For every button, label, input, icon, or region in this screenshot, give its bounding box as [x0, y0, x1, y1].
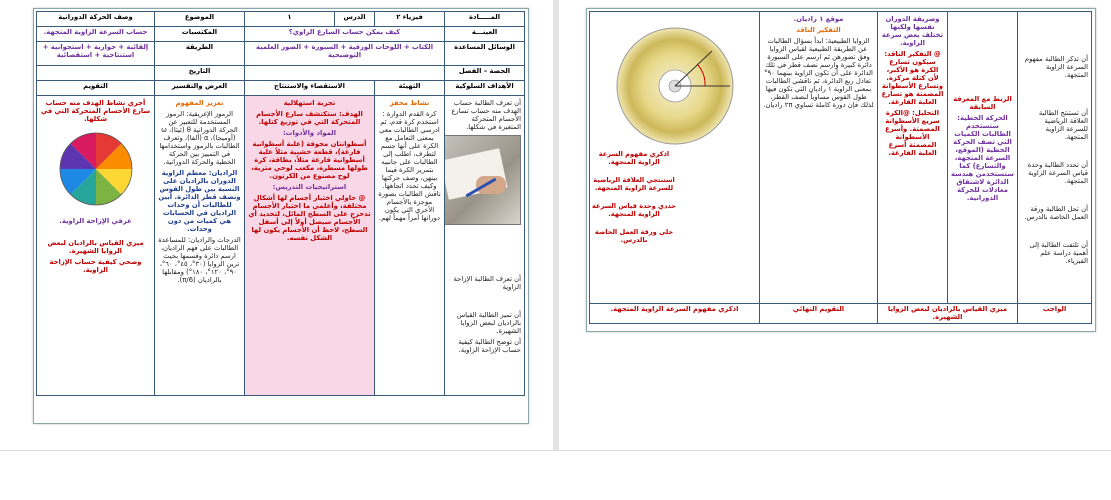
evaluation-4: وضحي كيفية حساب الإزاحة الزاوية. [49, 258, 142, 274]
objective-1: أن تعرف الطالبة حساب الهدف منه حساب تسارع الأجسام المتحركة المتغيرة في شكلها. [451, 99, 521, 131]
final-eval-value: اذكري مفهوم السرعة الزاوية المتجهة. [590, 304, 760, 324]
speed-title: وضريقة الدوران نفسها ولكنها تختلف بعض سرعة الزاوية. [881, 15, 944, 47]
left-page [33, 8, 529, 424]
displacement-cell [760, 12, 878, 304]
deduction-title: تجربة استهلالية [283, 99, 336, 107]
lesson-label: الدرس [335, 12, 375, 27]
homework-label: الواجب [1018, 304, 1092, 324]
period-label: الحصة – الفصل [445, 66, 525, 81]
evaluation-cell [37, 96, 155, 396]
right-objectives-cell [1018, 12, 1092, 304]
link-title: الربط مع المعرفة السابقة [953, 95, 1012, 111]
method-value: إلقائية + حوارية + استجوابية + استنتاجية + استقصائية [37, 42, 155, 66]
objective-2: أن تعرف الطالبة الإزاحة الزاوية [453, 275, 521, 291]
right-objective-1: أن تذكر الطالبة مفهوم السرعة الزاوية المتجهة. [1024, 55, 1088, 79]
displacement-body: الزوايا الطبيعية: ابدأ بسؤال الطالبات عن الطريقة الطبيعية لقياس الزوايا وفق تصورهن ثم ارسم على السبورة دائرة كبيرة وارسم نصف قطر في تلك الدائرة على أن تكون الزاوية بينهما ٩٠° تعادل ربع الدائرة، ثم ناقشي الطالبات بمعنى الزاوية ١ راديان التي تكون فيها طول القوس مساوياً لنصف القطر، لذلك فإن دورة كاملة تساوي ٢π راديان. [763, 37, 874, 109]
warmup-title: نشاط محفز [389, 99, 430, 107]
date-label: التاريخ [155, 66, 245, 81]
mid-text-1: اذكري مفهوم السرعة الزاوية المتجهة. [598, 150, 670, 166]
evaluation-1: أجري نشاط الهدف منه حساب سارع الأجسام المتحركة التي في شكلها. [40, 99, 151, 123]
lesson-header-table [36, 11, 525, 396]
objectives-cell [445, 96, 525, 396]
speed-t3: التحليل: @الكرة سريع الأسطوانة المصمتة. وأسرع الأسطوانة المصمتة أسرع العلبة الفارغة. [885, 109, 940, 157]
topic-value: وصف الحركة الدورانية [37, 12, 155, 27]
right-objective-3: أن تحدد الطالبة وحدة قياس السرعة الزاوية المتجهة. [1027, 161, 1088, 185]
presentation-cell [155, 96, 245, 396]
mid-text-4: حلي ورقة العمل الخاصة بالدرس. [594, 228, 674, 244]
presentation-p1: الرموز الإغريقية: الرموز المستخدمة للتعبير عن الحركة الدورانية θ (ثيتا)، ω (أوميجا)، α (ألفا)، وتعرف الطالبات بالرموز واستخدامها في التمييز بين الحركة الخطية والحركة الدورانية. [159, 110, 240, 166]
subject-value: فيزياء ٢ [375, 12, 445, 27]
col-objectives: الأهداف السلوكية [445, 81, 525, 96]
right-objective-4: أن تحل الطالبة ورقة العمل الخاصة بالدرس. [1024, 205, 1088, 221]
col-warmup: التهيئة [375, 81, 445, 96]
evaluation-2: عرفي الإزاحة الزاوية. [59, 217, 132, 225]
mid-text-3: حددي وحدة قياس السرعة الزاوية المتجهة. [591, 202, 677, 218]
speed-cell [878, 12, 948, 304]
warmup-body: كرة القدم الدوارة : استخدم كرة قدم، ثم ادرسي الطالبات معي بمعنى التعامل مع الكرة على أنها جسم لتطرف، اطلب إلى الطالبات على جانبيه بتمرير الكرة فيما بينهن، وصف حركتها وكيف تحدد اتجاهها. ناقش الطالبات بصورة موجزة بالأجسام الأخرى التي يكون دورانها أمراً مهماً لهم. [378, 110, 441, 222]
materials-body: أسطوانتان مجوفة (علبة أسطوانية فارغة)، قطعة خشبية مثلاً علبة أسطوانية فارغة مثلاً، بطاقة، كرة طولها مسطرة، مكعب لوحي مترية، لوح مصنوع من الكرتون. [251, 140, 368, 180]
col-evaluation: التقويم [37, 81, 155, 96]
materials-title: المواد والأدوات: [282, 129, 337, 137]
period-value [245, 66, 445, 81]
strategy-title: استراتيجيات التدريس: [272, 183, 347, 191]
cd-disc-image [600, 21, 750, 151]
subject-label: المـــــادة [445, 12, 525, 27]
page-gap [553, 0, 559, 450]
evaluation-3: ميزي القياس بالراديان لبعض الزوايا الشهيرة. [47, 239, 144, 255]
disc-side-list [591, 150, 677, 247]
method-label: الطريقة [155, 42, 245, 66]
aids-value: الكتاب + اللوحات الورقية + السبورة + الصور العلمية التوضيحية [245, 42, 445, 66]
link-body: الحركة الخطية: ستستخدم الطالبات الكميات التي تصف الحركة الخطية (الموقع، السرعة المتجهة، والتسارع) كما ستستخدمن هندسة الدائرة لاشتقاق معادلات للحركة الدورانية. [951, 114, 1014, 202]
aids-label: الوسائل المساعدة [445, 42, 525, 66]
strategy-body: @ حاولي اختبار أجسام لها أشكال مختلفة، وأعلمي ما اختيار الأجسام تدحرج على السطح المائل، لتحديد أي الأجسام سيصل أولاً إلى أسفل السطح، لاحظ أن الأجسام يكون لها الشكل نفسه. [248, 194, 371, 242]
link-cell [948, 12, 1018, 304]
presentation-p3: الدرجات والراديان: للمساعدة الطالبات على فهم الراديان، ارسم دائرة وقسمها بحيث ترين الزوايا (٣٠°، ٤٥°، ٦٠°، ٩٠°، ١٢٠°، ١٨٠°) ومقابلها بالراديان (π/6). [158, 236, 241, 284]
objective-4: أن توضح الطالبة كيفية حساب الإزاحة الزاوية. [458, 338, 521, 354]
date-value [37, 66, 155, 81]
deduction-cell [245, 96, 375, 396]
objective-3: أن تميز الطالبة القياس بالراديان لبعض الزوايا الشهيرة. [456, 311, 521, 335]
content-value: حساب السرعة الزاوية المتجهة. [37, 27, 155, 42]
right-objective-2: أن تستنتج الطالبة العلاقة الرياضية للسرعة الزاوية المتجهة. [1038, 109, 1088, 141]
final-eval-label: التقويم النهائي [760, 304, 878, 324]
warmup-cell [375, 96, 445, 396]
topic-label: الموضوع [155, 12, 245, 27]
critical-title: التفكير الناقد [796, 26, 841, 34]
right-objective-5: أن تلتفت الطالبة إلى أهمية دراسة علم الفيزياء. [1029, 241, 1088, 265]
deduction-goal: الهدف: ستكتشف سارع الأجسام المتحركة التي في توزيع كتلها. [256, 110, 363, 126]
lesson-value: ١ [245, 12, 335, 27]
sample-label: العينـــة [445, 27, 525, 42]
displacement-title: موقع ١ راديان. [793, 15, 844, 23]
col-deduction: الاستقصاء والاستنتاج [245, 81, 375, 96]
homework-value: ميزي القياس بالراديان لبعض الزوايا الشهيرة. [878, 304, 1018, 324]
presentation-p2: الراديان: معظم الزاوية الدوران بالراديان على النسبة بين طول القوس ونصف قطر الدائرة. أبين للطالبات أن وحدات الراديان في الحسابات هي كميات من دون وحدات. [158, 169, 241, 233]
speed-t2: @ التفكير الناقد: سيكون تسارع الكرة هو الأكبر، لأن كتلة مركزة. وتسارع الأسطوانة المصمتة هو تسارع العلبة الفارغة. [881, 50, 944, 106]
lesson-question: كيف يمكن حساب السارع الزاوي؟ [245, 27, 445, 42]
pie-wheel-image [56, 129, 136, 209]
students-photo [445, 135, 522, 225]
bottom-divider [0, 450, 1111, 451]
content-label: المكتسبات [155, 27, 245, 42]
presentation-title: تعزيز المفهوم [175, 99, 224, 107]
col-presentation: العرض والتفسير [155, 81, 245, 96]
mid-text-2: استنتجي العلاقة الرياضية للسرعة الزاوية المتجهة. [593, 176, 675, 192]
